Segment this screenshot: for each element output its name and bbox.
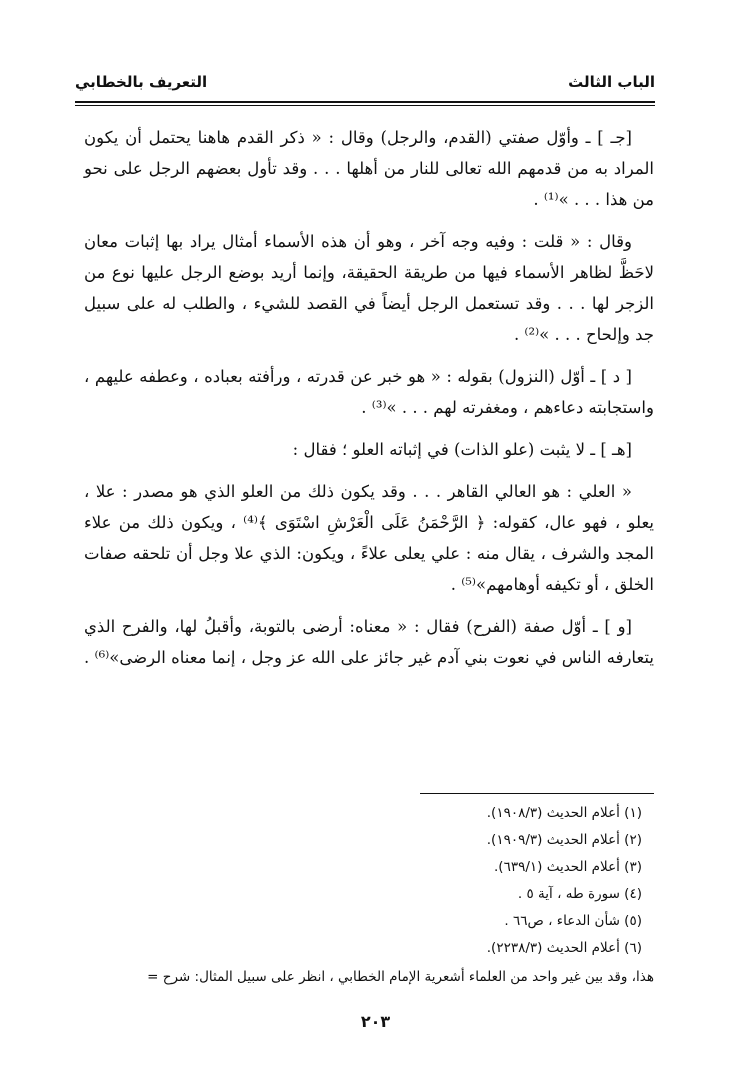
paragraph-waw: [و ] ـ أوّل صفة (الفرح) فقال : « معناه: أرضى بالتوبة، وأقبلُ لها، والفرح الذي يتعارفه الناس في نعوت بني آدم غير جائز على الله عز وجل ، إنما معناه الرضى»⁽⁶⁾ . bbox=[84, 617, 654, 667]
footnote-rule bbox=[420, 793, 654, 794]
header-rule bbox=[75, 101, 655, 103]
body-text bbox=[84, 122, 654, 684]
footnote-2: (٢) أعلام الحديث (١٩٠٩/٣). bbox=[486, 832, 642, 848]
page-number: ٢٠٣ bbox=[360, 1012, 391, 1031]
footnote-5: (٥) شأن الدعاء ، ص٦٦ . bbox=[504, 913, 642, 929]
paragraph-al-ali: « العلي : هو العالي القاهر . . . وقد يكون ذلك من العلو الذي هو مصدر : علا ، يعلو ، فهو عال، كقوله: ﴿ الرَّحْمَنُ عَلَى الْعَرْشِ اسْتَوَى ﴾⁽⁴⁾ ، ويكون ذلك من علاء المجد والشرف ، يقال منه : علي يعلى علاءً ، ويكون: الذي علا وجل أن تلحقه صفات الخلق ، أو تكيفه أوهامهم»⁽⁵⁾ . bbox=[84, 482, 654, 594]
paragraph-jim: [جـ ] ـ وأوّل صفتي (القدم، والرجل) وقال : « ذكر القدم هاهنا يحتمل أن يكون المراد به من قدمهم الله تعالى للنار من أهلها . . . وقد تأول بعضهم الرجل على نحو من هذا . . . »⁽¹⁾ . bbox=[84, 128, 654, 209]
header-rule-thin bbox=[75, 105, 655, 106]
footnote-1: (١) أعلام الحديث (١٩٠٨/٣). bbox=[486, 805, 642, 821]
header-section: التعريف بالخطابي bbox=[75, 73, 208, 91]
paragraph-dal: [ د ] ـ أوّل (النزول) بقوله : « هو خبر عن قدرته ، ورأفته بعباده ، وعطفه عليهم ، واستجابته دعاءهم ، ومغفرته لهم . . . »⁽³⁾ . bbox=[84, 367, 654, 417]
footnote-4: (٤) سورة طه ، آية ٥ . bbox=[517, 886, 642, 902]
footnote-continuation: هذا، وقد بين غير واحد من العلماء أشعرية الإمام الخطابي ، انظر على سبيل المثال: شرح = bbox=[147, 969, 654, 985]
footnotes bbox=[84, 800, 654, 991]
paragraph-qala: وقال : « قلت : وفيه وجه آخر ، وهو أن هذه الأسماء أمثال يراد بها إثبات معان لاحَظَّ لظاهر الأسماء فيها من طريقة الحقيقة، وإنما أريد بوضع الرجل عليها نوع من الزجر لها . . . وقد تستعمل الرجل أيضاً في القصد للشيء ، والطلب له على سبيل جد وإلحاح . . . »⁽²⁾ . bbox=[84, 232, 654, 344]
running-header bbox=[75, 68, 655, 96]
paragraph-ha: [هـ ] ـ لا يثبت (علو الذات) في إثباته العلو ؛ فقال : bbox=[292, 440, 632, 459]
header-chapter: الباب الثالث bbox=[568, 73, 655, 91]
footnote-3: (٣) أعلام الحديث (٦٣٩/١). bbox=[494, 859, 642, 875]
footnote-6: (٦) أعلام الحديث (٢٢٣٨/٣). bbox=[486, 940, 642, 956]
